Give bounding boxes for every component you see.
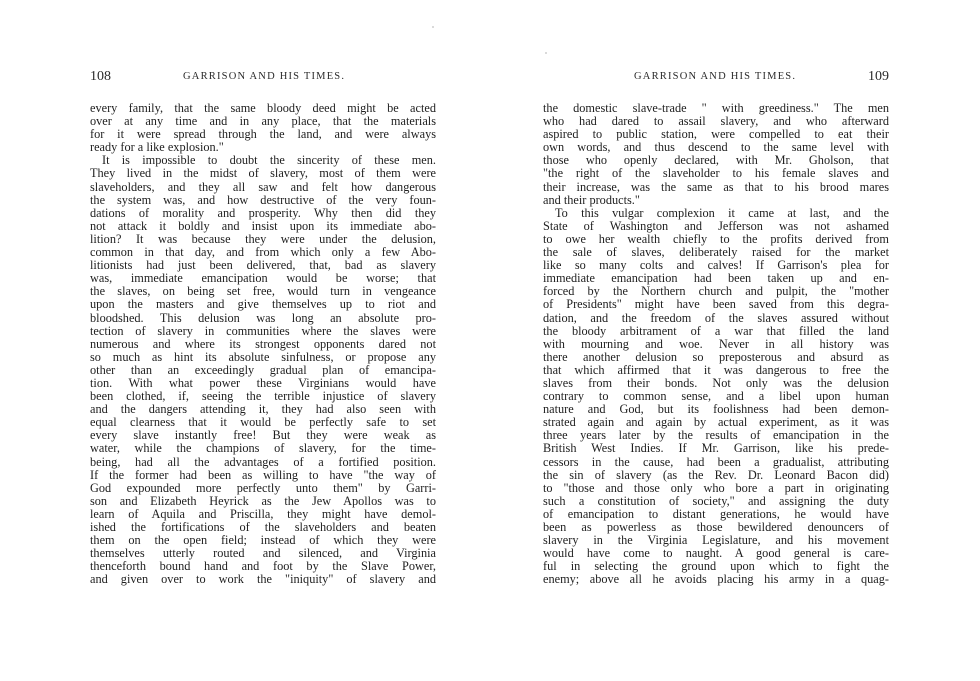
text-line: dation, and the freedom of the slaves assured without [543,310,889,325]
text-line: being, had all the advantages of a fortified position. [90,454,436,469]
text-line: like so many colts and calves! If Garrison's plea for [543,258,889,273]
text-line: tion. With what power these Virginians would have [90,375,436,390]
text-line: tection of slavery in communities where the slaves were [90,323,436,338]
text-line: their increase, was the same as that to his brood mares [543,179,889,194]
text-line: of emancipation to distant generations, he would have [543,506,889,521]
text-line: would have come to naught. A good general is care- [543,546,889,561]
text-line: the domestic slave-trade " with greediness." The men [543,101,889,115]
text-line: the slaves, on being set free, would turn in vengeance [90,284,436,299]
right-page [490,0,980,681]
text-line: If the former had been as willing to have "the way of [90,467,436,482]
text-line: every slave instantly free! But they were weak as [90,428,436,443]
text-line: the sale of slaves, deliberately raised for the market [543,245,889,260]
text-line: those who openly declared, with Mr. Gholson, that [543,153,889,168]
text-line: dations of morality and prosperity. Why then did they [90,205,436,220]
text-line: was, immediate emancipation would be worse; that [90,271,436,286]
text-line: not attack it boldly and insist upon its immediate abo- [90,218,436,233]
running-head: GARRISON AND HIS TIMES. [183,71,346,82]
text-line: with mourning and woe. Never in all history was [543,336,889,351]
text-line: the sin of slavery (as the Rev. Dr. Leonard Bacon did) [543,467,889,482]
text-line: British West Indies. If Mr. Garrison, like his prede- [543,441,889,456]
text-line: enemy; above all he avoids placing his army in a quag- [543,572,889,587]
text-line: been as powerless as those bewildered denouncers of [543,520,889,534]
text-line: water, while the champions of slavery, for the time- [90,441,436,456]
text-line: upon the masters and give themselves up to riot and [90,297,436,312]
text-line: there another delusion so preposterous and absurd as [543,349,889,364]
text-line: God expounded more perfectly unto them" by Garri- [90,480,436,495]
text-line: To this vulgar complexion it came at last, and the [555,205,889,220]
page-number: 108 [90,69,111,84]
text-line: aspired to public station, were compelled to eat their [543,127,889,142]
text-line: "the right of the slaveholder to his female slaves and [543,166,889,181]
text-line: to "those and those only who bore a part in originating [543,480,889,495]
text-line: slaveholders, and they all saw and felt how dangerous [90,179,436,194]
text-line: such a constitution of society," and assigning the duty [543,493,889,508]
paper-speck [432,26,434,28]
text-line: State of Washington and Jefferson was not ashamed [543,218,889,233]
text-line: strated again and again by actual experiment, as it was [543,415,889,430]
text-line: and their products." [543,192,640,207]
text-line: of Presidents" might have been saved from this degra- [543,297,889,312]
text-line: ful in selecting the ground upon which to fight the [543,559,889,574]
text-line: nature and God, but its foolishness had been demon- [543,402,889,417]
text-line: other than an exceedingly gradual plan of emancipa- [90,362,436,377]
text-line: ished the fortifications of the slaveholders and beaten [90,520,436,534]
text-line: equal clearness that it would be perfectly safe to set [90,415,436,430]
text-line: cessors in the cause, had been a gradualist, attributing [543,454,889,469]
text-line: learn of Aquila and Priscilla, they might have demol- [90,506,436,521]
text-line: numerous and where its strongest opponents dared not [90,336,436,351]
text-line: and given over to work the "iniquity" of slavery and [90,572,436,587]
text-line: lition? It was because they were under the delusion, [90,231,436,246]
text-line: for it were spread through the land, and were always [90,127,436,142]
page-number: 109 [868,69,889,84]
text-line: bloodshed. This delusion was long an absolute pro- [90,310,436,325]
text-line: It is impossible to doubt the sincerity of these men. [102,153,436,168]
body-text [543,102,889,586]
text-line: They lived in the midst of slavery, most of them were [90,166,436,181]
text-line: who had dared to assail slavery, and who afterward [543,114,889,129]
text-line: over at any time and in any place, that the materials [90,114,436,129]
text-line: ready for a like explosion." [90,140,224,155]
running-head: GARRISON AND HIS TIMES. [634,71,797,82]
text-line: litionists had just been delivered, that, bad as slavery [90,258,436,273]
text-line: three years later by the results of emancipation in the [543,428,889,443]
text-line: that which affirmed that it was dangerous to free the [543,362,889,377]
text-line: immediate emancipation had been taken up and en- [543,271,889,286]
text-line: been clothed, if, seeing the terrible injustice of slavery [90,389,436,404]
text-line: common in that day, and from which only a few Abo- [90,245,436,260]
text-line: slaves from their bonds. Not only was the delusion [543,375,889,390]
paper-speck [545,52,547,54]
body-text [90,102,436,586]
text-line: the bloody arbitrament of a war that filled the land [543,323,889,338]
text-line: thenceforth bound hand and foot by the Slave Power, [90,559,436,574]
text-line: the system was, and how destructive of the very foun- [90,192,436,207]
text-line: forced by the Northern church and pulpit, the "mother [543,284,889,299]
text-line: own words, and thus descend to the same level with [543,140,889,155]
text-line: every family, that the same bloody deed might be acted [90,101,436,115]
text-line: and the dangers attending it, they had also seen with [90,402,436,417]
text-line: contrary to common sense, and a libel upon human [543,389,889,404]
text-line: themselves utterly routed and silenced, and Virginia [90,546,436,561]
text-line: son and Elizabeth Heyrick as the Jew Apollos was to [90,493,436,508]
text-line: so much as hint its absolute sinfulness, or propose any [90,349,436,364]
text-line: to owe her wealth chiefly to the profits derived from [543,231,889,246]
text-line: slavery in the Virginia Legislature, and his movement [543,533,889,548]
text-line: them on the open field; instead of which they were [90,533,436,548]
